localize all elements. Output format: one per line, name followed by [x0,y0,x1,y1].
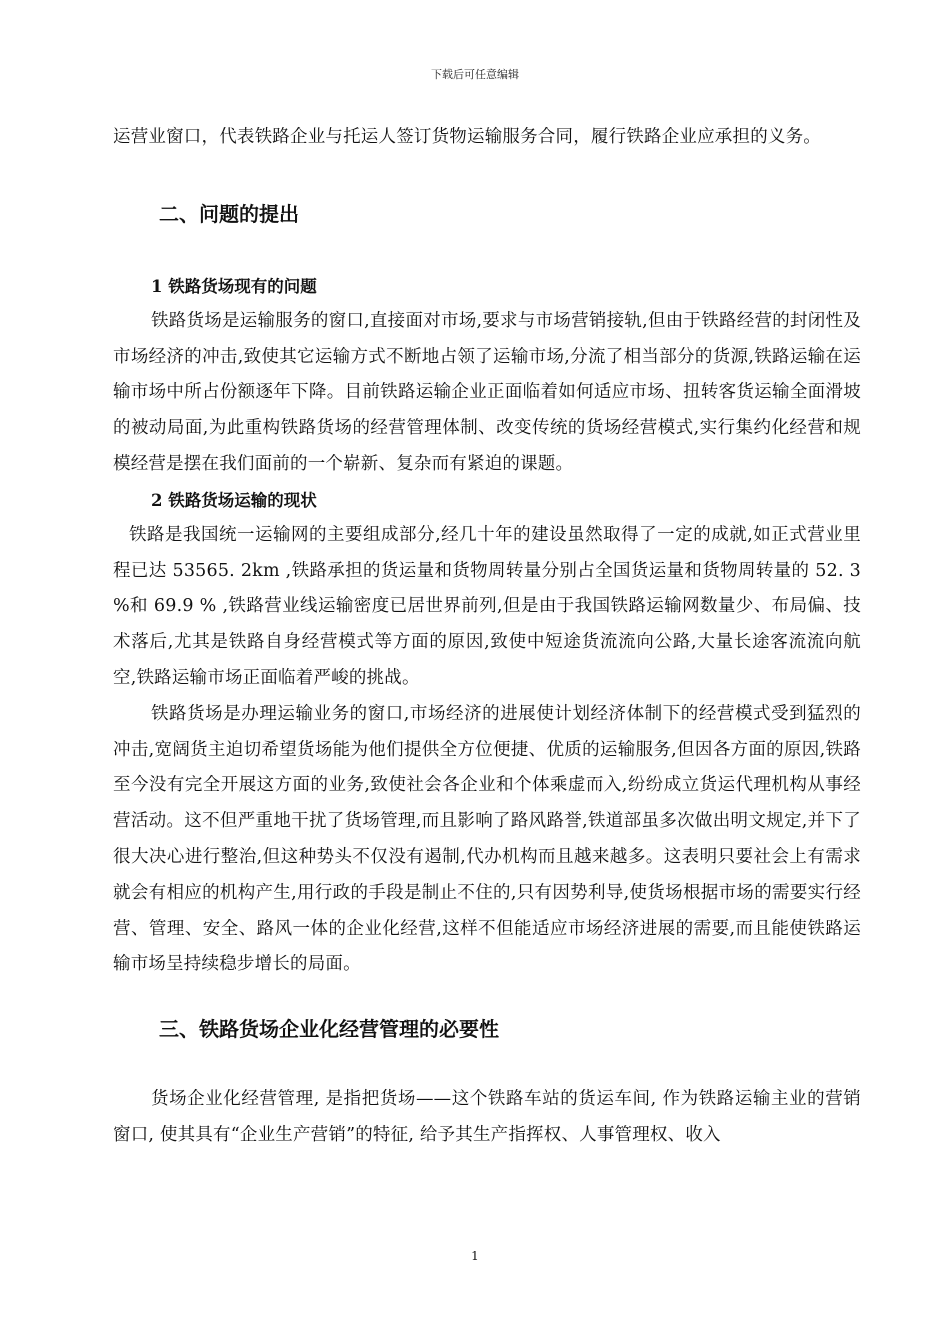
subsection-2-paragraph-2: 铁路货场是办理运输业务的窗口,市场经济的进展使计划经济体制下的经营模式受到猛烈的冲击,宽阔货主迫切希望货场能为他们提供全方位便捷、优质的运输服务,但因各方面的原因,铁路至今没有完全开展这方面的业务,致使社会各企业和个体乘虚而入,纷纷成立货运代理机构从事经营活动。这不但严重地干扰了货场管理,而且影响了路风路誉,铁道部虽多次做出明文规定,并下了很大决心进行整治,但这种势头不仅没有遏制,代办机构而且越来越多。这表明只要社会上有需求就会有相应的机构产生,用行政的手段是制止不住的,只有因势利导,使货场根据市场的需要实行经营、管理、安全、路风一体的企业化经营,这样不但能适应市场经济进展的需要,而且能使铁路运输市场呈持续稳步增长的局面。 [113,703,861,975]
section-2-heading: 二、问题的提出 [159,201,299,226]
intro-paragraph: 运营业窗口，代表铁路企业与托运人签订货物运输服务合同，履行铁路企业应承担的义务。 [113,127,821,147]
subsection-2-paragraph-1: 铁路是我国统一运输网的主要组成部分,经几十年的建设虽然取得了一定的成就,如正式营业里程已达 53565. 2km ,铁路承担的货运量和货物周转量分别占全国货运量和货物周转量的 52. 3 %和 69.9 % ,铁路营业线运输密度已居世界前列,但是由于我国铁路运输网数量少、布局偏、技术落后,尤其是铁路自身经营模式等方面的原因,致使中短途货流流向公路,大量长途客流流向航空,铁路运输市场正面临着严峻的挑战。 [113,524,861,688]
section-3-paragraph: 货场企业化经营管理, 是指把货场——这个铁路车站的货运车间, 作为铁路运输主业的营销窗口, 使其具有“企业生产营销”的特征, 给予其生产指挥权、人事管理权、收入 [113,1089,861,1145]
page-number: 1 [471,1249,479,1263]
page-header: 下载后可任意编辑 [431,68,519,81]
document-body [113,120,861,1154]
subsection-2-heading: 2 铁路货场运输的现状 [151,490,317,510]
subsection-1-heading: 1 铁路货场现有的问题 [151,276,317,296]
subsection-1-paragraph: 铁路货场是运输服务的窗口,直接面对市场,要求与市场营销接轨,但由于铁路经营的封闭性及市场经济的冲击,致使其它运输方式不断地占领了运输市场,分流了相当部分的货源,铁路运输在运输市场中所占份额逐年下降。目前铁路运输企业正面临着如何适应市场、扭转客货运输全面滑坡的被动局面,为此重构铁路货场的经营管理体制、改变传统的货场经营模式,实行集约化经营和规模经营是摆在我们面前的一个崭新、复杂而有紧迫的课题。 [113,310,861,474]
section-3-heading: 三、铁路货场企业化经营管理的必要性 [159,1017,499,1042]
